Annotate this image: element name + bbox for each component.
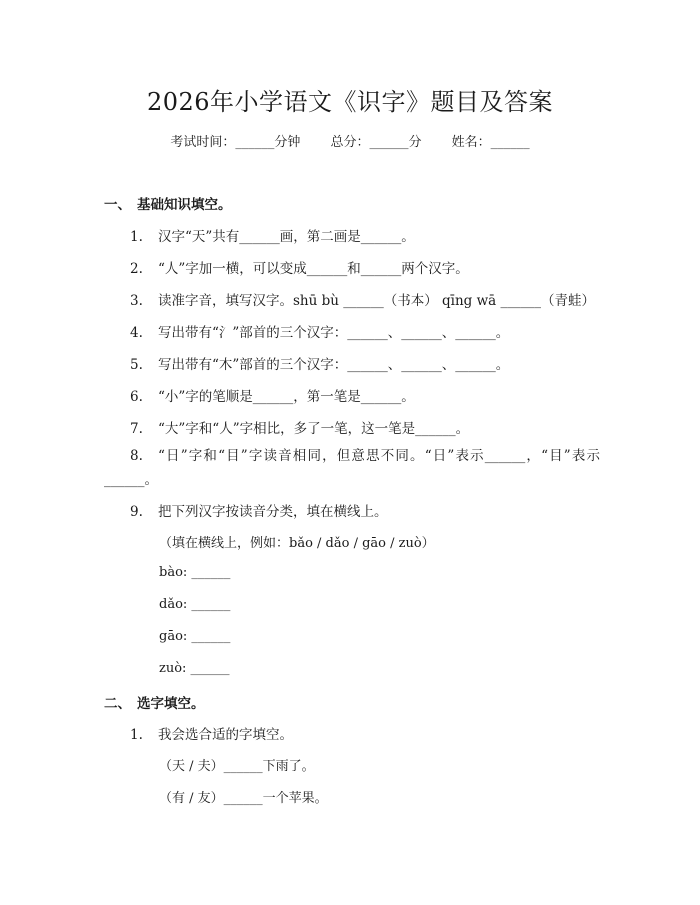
question-text: 写出带有“氵”部首的三个汉字：______、______、______。 bbox=[158, 325, 510, 341]
question-text: “日”字和“目”字读音相同，但意思不同。“日”表示______，“目”表示______。 bbox=[104, 448, 600, 488]
section-title: 选字填空。 bbox=[137, 696, 205, 712]
question-text: “人”字加一横，可以变成______和______两个汉字。 bbox=[158, 261, 469, 277]
question-text: 写出带有“木”部首的三个汉字：______、______、______。 bbox=[158, 357, 510, 373]
question-number: 1. bbox=[130, 229, 143, 245]
answer-line: zuò: ______ bbox=[159, 661, 230, 676]
answer-line: dǎo: ______ bbox=[159, 597, 231, 612]
question-item bbox=[130, 385, 415, 405]
answer-line: （有 / 友）______一个苹果。 bbox=[159, 791, 328, 806]
question-item bbox=[104, 444, 600, 492]
question-text: 汉字“天”共有______画，第二画是______。 bbox=[158, 229, 415, 245]
answer-line: bào: ______ bbox=[159, 565, 231, 580]
question-item bbox=[130, 353, 509, 373]
question-number: 9. bbox=[130, 504, 143, 520]
section-title: 基础知识填空。 bbox=[137, 197, 232, 213]
section-number: 二、 bbox=[104, 696, 131, 712]
question-number: 7. bbox=[130, 421, 143, 437]
total-score: 总分：______分 bbox=[330, 135, 422, 150]
question-number: 2. bbox=[130, 261, 143, 277]
question-text: 把下列汉字按读音分类，填在横线上。 bbox=[158, 504, 388, 520]
question-item bbox=[130, 723, 293, 743]
answer-line: gāo: ______ bbox=[159, 629, 231, 644]
question-item bbox=[130, 417, 469, 437]
question-number: 3. bbox=[130, 293, 143, 309]
question-number: 4. bbox=[130, 325, 143, 341]
question-number: 5. bbox=[130, 357, 143, 373]
question-text: “大”字和“人”字相比，多了一笔，这一笔是______。 bbox=[158, 421, 470, 437]
question-text: 我会选合适的字填空。 bbox=[158, 727, 293, 743]
answer-line: （天 / 夫）______下雨了。 bbox=[159, 759, 315, 774]
question-number: 1. bbox=[130, 727, 143, 743]
question-hint: （填在横线上，例如：bǎo / dǎo / gāo / zuò） bbox=[159, 536, 435, 551]
question-item bbox=[130, 225, 415, 245]
question-text: 读准字音，填写汉字。shū bù ______（书本） qīng wā ______（青蛙） bbox=[158, 293, 596, 309]
section-number: 一、 bbox=[104, 197, 131, 213]
question-item bbox=[130, 321, 509, 341]
question-number: 8. bbox=[130, 448, 143, 464]
section-heading bbox=[104, 692, 205, 712]
page-title: 2026年小学语文《识字》题目及答案 bbox=[146, 88, 554, 116]
question-text: “小”字的笔顺是______，第一笔是______。 bbox=[158, 389, 415, 405]
question-number: 6. bbox=[130, 389, 143, 405]
question-item bbox=[130, 257, 469, 277]
exam-meta bbox=[0, 131, 700, 150]
exam-time: 考试时间：______分钟 bbox=[170, 135, 301, 150]
question-item bbox=[130, 500, 388, 520]
student-name: 姓名：______ bbox=[451, 135, 530, 150]
question-item bbox=[130, 289, 595, 309]
section-heading bbox=[104, 193, 232, 213]
